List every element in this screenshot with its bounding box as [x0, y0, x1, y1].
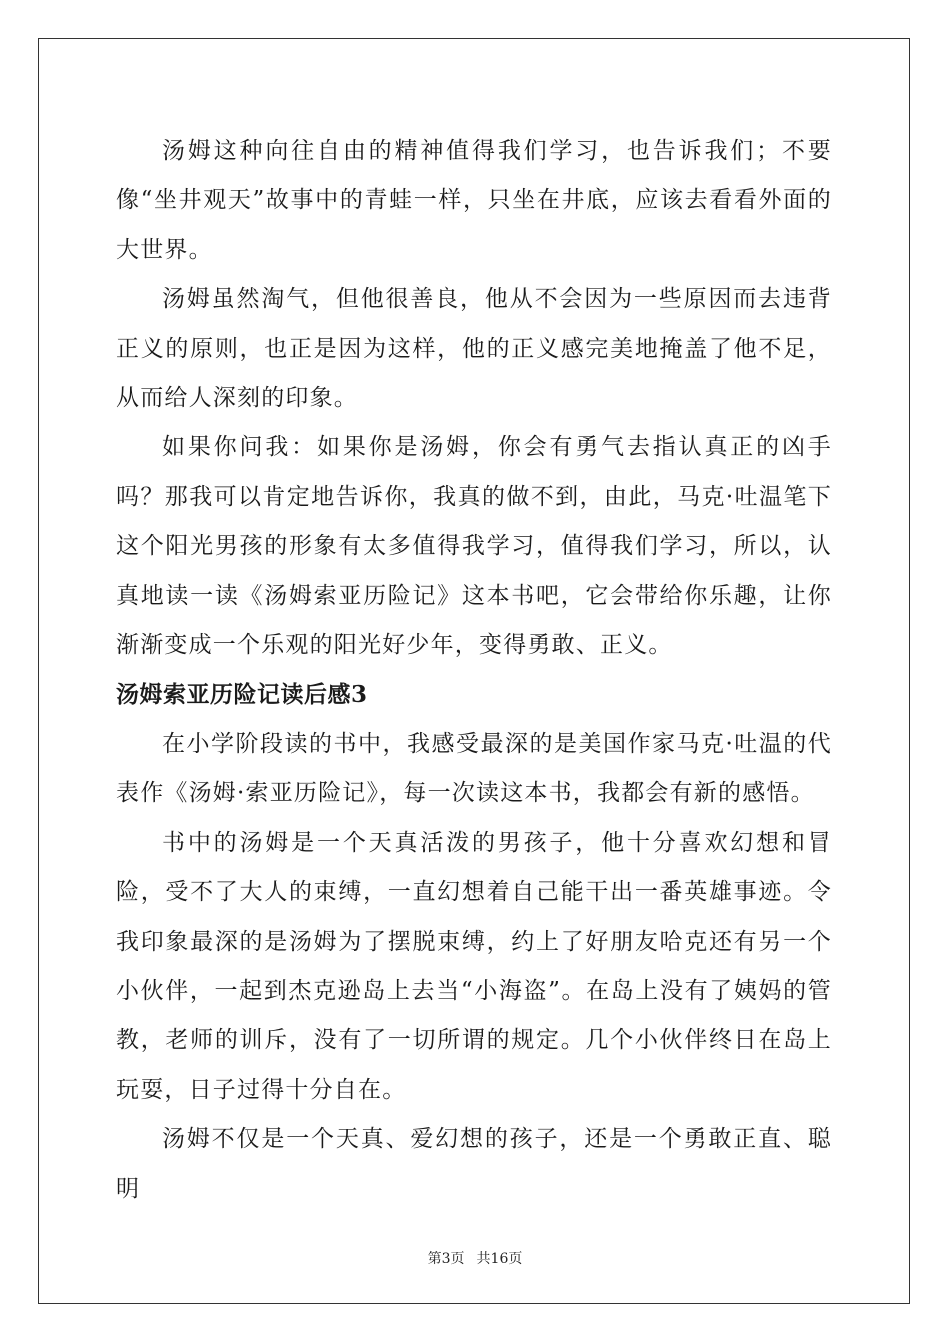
section-title: 汤姆索亚历险记读后感3 — [116, 681, 368, 709]
document-body — [116, 127, 832, 1214]
paragraph-character: 汤姆不仅是一个天真、爱幻想的孩子，还是一个勇敢正直、聪明 — [116, 1126, 832, 1202]
page-total: 共16页 — [476, 1251, 523, 1267]
paragraph-adventure: 书中的汤姆是一个天真活泼的男孩子，他十分喜欢幻想和冒险，受不了大人的束缚，一直幻想着自己能干出一番英雄事迹。令我印象最深的是汤姆为了摆脱束缚，约上了好朋友哈克还有另一个小伙伴，一起到杰克逊岛上去当“小海盗”。在岛上没有了姨妈的管教，老师的训斥，没有了一切所谓的规定。几个小伙伴终日在岛上玩耍，日子过得十分自在。 — [116, 829, 832, 1103]
paragraph-courage: 如果你问我：如果你是汤姆，你会有勇气去指认真正的凶手吗？那我可以肯定地告诉你，我真的做不到，由此，马克·吐温笔下这个阳光男孩的形象有太多值得我学习，值得我们学习，所以，认真地读一读《汤姆索亚历险记》这本书吧，它会带给你乐趣，让你渐渐变成一个乐观的阳光好少年，变得勇敢、正义。 — [116, 434, 832, 659]
page-footer — [0, 1248, 950, 1268]
paragraph-freedom: 汤姆这种向往自由的精神值得我们学习，也告诉我们；不要像“坐井观天”故事中的青蛙一样，只坐在井底，应该去看看外面的大世界。 — [116, 138, 832, 263]
paragraph-kindness: 汤姆虽然淘气，但他很善良，他从不会因为一些原因而去违背正义的原则，也正是因为这样，他的正义感完美地掩盖了他不足，从而给人深刻的印象。 — [116, 286, 832, 412]
page-number: 第3页 — [427, 1251, 465, 1267]
paragraph-intro: 在小学阶段读的书中，我感受最深的是美国作家马克·吐温的代表作《汤姆·索亚历险记》，每一次读这本书，我都会有新的感悟。 — [116, 730, 832, 807]
